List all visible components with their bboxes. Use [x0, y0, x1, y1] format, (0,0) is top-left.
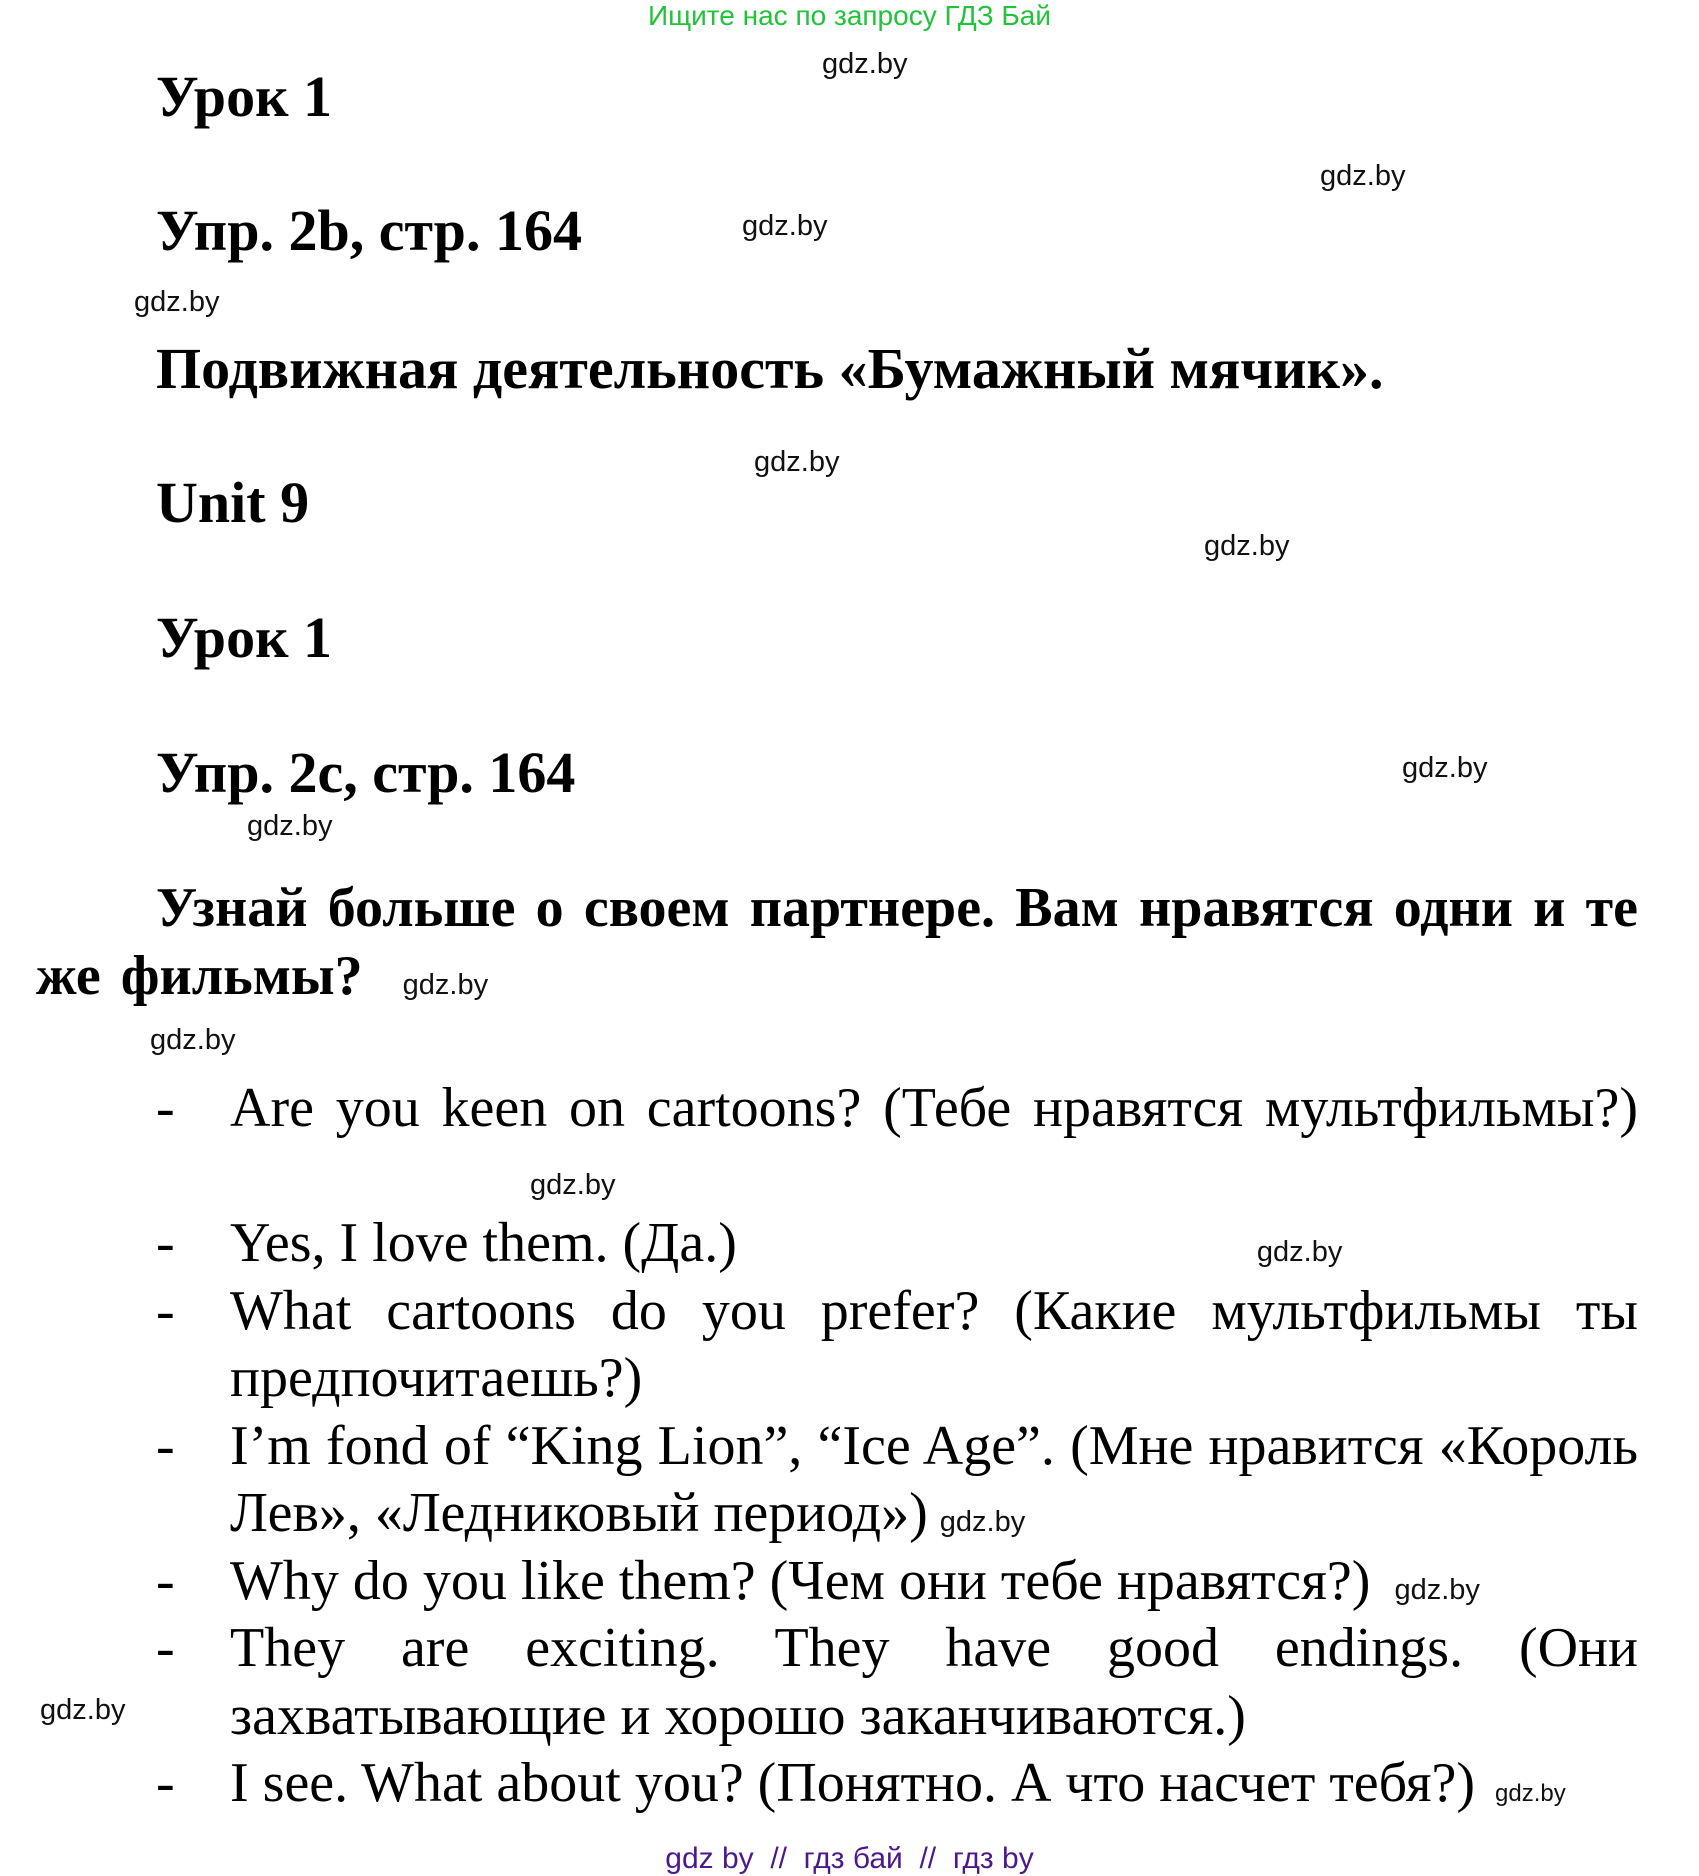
watermark: gdz.by: [1320, 160, 1406, 192]
unit-heading: Unit 9: [156, 470, 310, 535]
dialogue-line: [156, 1615, 1638, 1750]
dialogue-text: Yes, I love them. (Да.): [230, 1212, 737, 1274]
dialogue-line: [156, 1075, 1638, 1210]
search-banner: Ищите нас по запросу ГДЗ Бай: [647, 0, 1052, 31]
footer-links: gdz by // гдз бай // гдз by: [665, 1842, 1034, 1875]
activity-heading: Подвижная деятельность «Бумажный мячик».: [156, 336, 1384, 401]
watermark: gdz.by: [1204, 530, 1290, 562]
dash: -: [156, 1617, 175, 1679]
watermark: gdz.by: [402, 969, 489, 1001]
dialogue-text: I see. What about you? (Понятно. А что насчет тебя?): [230, 1752, 1476, 1814]
watermark: gdz.by: [742, 210, 828, 242]
dialogue-text: They are exciting. They have good endings. (Они захватывающие и хорошо заканчиваются.): [230, 1617, 1638, 1747]
dialogue-line: [156, 1413, 1638, 1548]
dash: -: [156, 1414, 175, 1477]
watermark: gdz.by: [1402, 752, 1488, 784]
watermark: gdz.by: [530, 1168, 616, 1201]
dialogue-text: I’m fond of “King Lion”, “Ice Age”. (Мне нравится «Король Лев», «Ледниковый период»): [230, 1414, 1638, 1544]
task-block: [36, 874, 1638, 1010]
watermark: gdz.by: [1394, 1573, 1480, 1606]
dialogue-line: [156, 1278, 1638, 1413]
watermark: gdz.by: [822, 48, 908, 80]
task-text: Узнай больше о своем партнере. Вам нравятся одни и те же фильмы?: [36, 877, 1638, 1007]
watermark: gdz.by: [134, 286, 220, 318]
dash: -: [156, 1279, 175, 1342]
dialogue-text: Why do you like them? (Чем они тебе нравятся?): [230, 1549, 1371, 1612]
watermark: gdz.by: [1256, 1236, 1343, 1268]
exercise-heading: Упр. 2c, стр. 164: [156, 740, 576, 805]
dialogue-line: [156, 1210, 1638, 1278]
dialogue-text: What cartoons do you prefer? (Какие мультфильмы ты предпочитаешь?): [230, 1279, 1638, 1409]
dash: -: [156, 1549, 175, 1612]
dialogue-list: [156, 1075, 1638, 1818]
dash: -: [156, 1212, 175, 1274]
watermark: gdz.by: [939, 1506, 1026, 1538]
dialogue-line: [156, 1750, 1638, 1818]
watermark: gdz.by: [754, 446, 840, 478]
dialogue-text: Are you keen on cartoons? (Тебе нравятся мультфильмы?): [230, 1077, 1638, 1139]
dialogue-line: [156, 1548, 1638, 1616]
dash: -: [156, 1752, 175, 1814]
watermark: gdz.by: [40, 1694, 126, 1726]
watermark: gdz.by: [150, 1024, 236, 1056]
watermark: gdz.by: [1495, 1780, 1566, 1807]
lesson-heading: Урок 1: [156, 605, 332, 670]
lesson-heading: Урок 1: [156, 64, 332, 129]
exercise-heading: Упр. 2b, стр. 164: [156, 198, 582, 263]
dash: -: [156, 1077, 175, 1139]
watermark: gdz.by: [247, 810, 333, 842]
